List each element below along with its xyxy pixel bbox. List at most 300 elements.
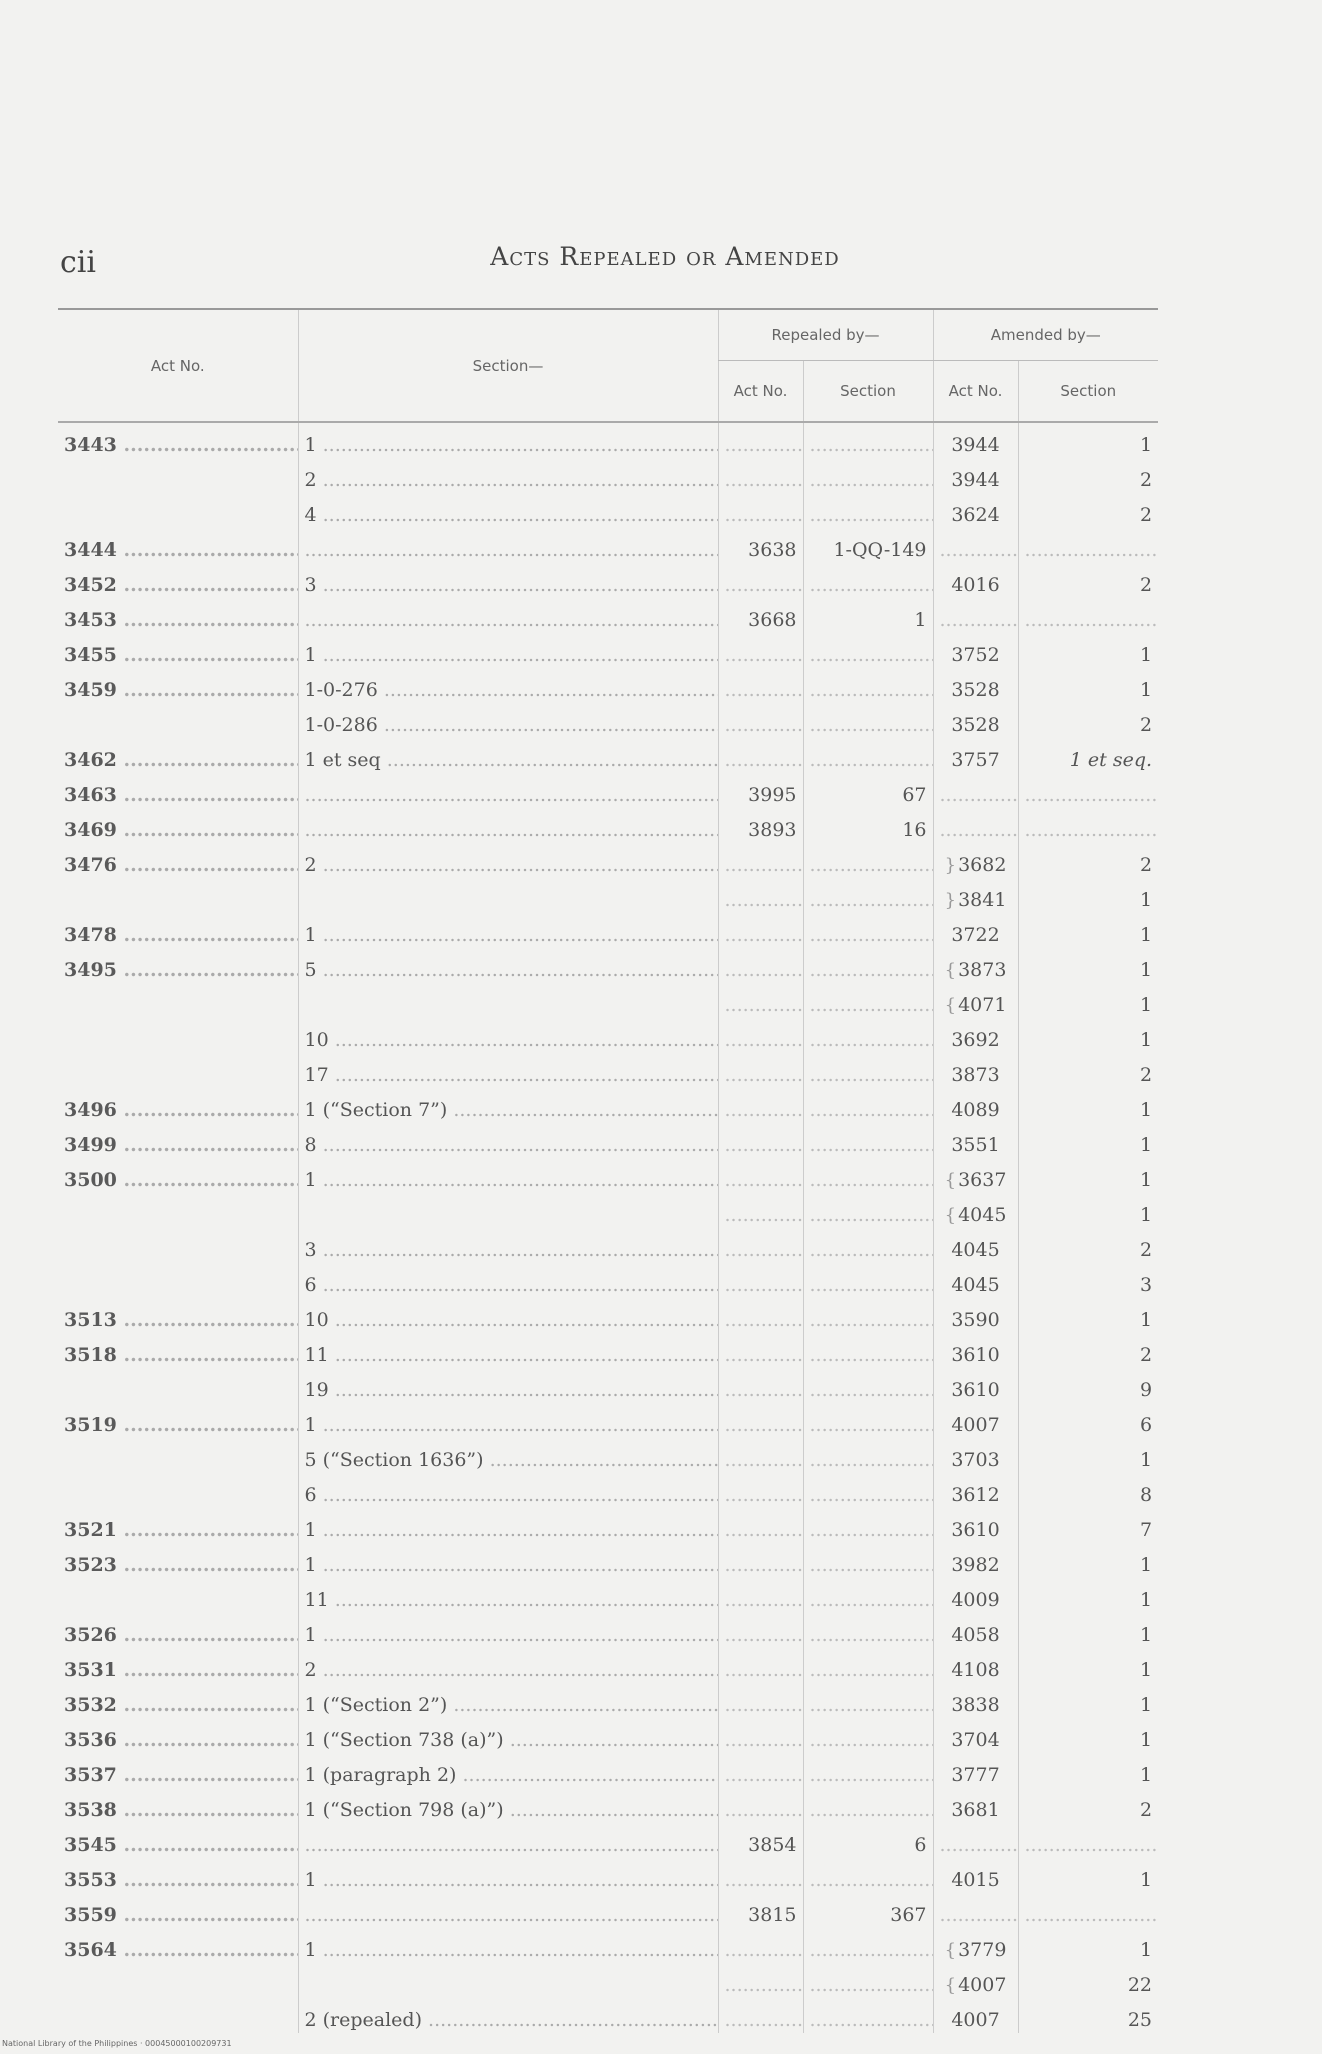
repealed-act-no xyxy=(718,458,803,493)
section-cell: 3 ..... xyxy=(298,1228,718,1263)
act-number: 3518 ..... xyxy=(58,1333,298,1368)
repealed-section: 67 xyxy=(803,773,933,808)
repealed-act-no xyxy=(718,1683,803,1718)
repealed-section: 1-QQ-149 xyxy=(803,528,933,563)
repealed-section xyxy=(803,1543,933,1578)
header-repealed-act-no: Act No. xyxy=(718,361,803,423)
act-number: 3453 ..... xyxy=(58,598,298,633)
amended-section: 7 xyxy=(1018,1508,1158,1543)
amended-act-no xyxy=(933,1718,1018,1753)
section-cell: 1-0-286 ..... xyxy=(298,703,718,738)
amended-act-no xyxy=(933,773,1018,808)
repealed-act-no xyxy=(718,738,803,773)
repealed-act-no xyxy=(718,1193,803,1228)
section-cell: 17 ..... xyxy=(298,1053,718,1088)
repealed-section: 6 xyxy=(803,1823,933,1858)
act-number: 3519 ..... xyxy=(58,1403,298,1438)
act-number xyxy=(58,1228,298,1263)
repealed-act-no xyxy=(718,563,803,598)
amended-act-no xyxy=(933,1263,1018,1298)
act-number: 3455 ..... xyxy=(58,633,298,668)
act-number: 3443 ..... xyxy=(58,422,298,458)
table-row xyxy=(58,738,1158,773)
act-number xyxy=(58,1998,298,2033)
amended-section: 1 xyxy=(1018,1718,1158,1753)
amended-act-value: 4045 xyxy=(958,1204,1007,1226)
amended-act-no xyxy=(933,633,1018,668)
act-number: 3536 ..... xyxy=(58,1718,298,1753)
amended-act-value: 4007 xyxy=(958,1974,1007,1996)
act-number xyxy=(58,983,298,1018)
amended-act-no xyxy=(933,1648,1018,1683)
section-cell: 1 (“Section 2”) ..... xyxy=(298,1683,718,1718)
amended-act-no xyxy=(933,948,1018,983)
section-cell xyxy=(298,1963,718,1998)
amended-act-no xyxy=(933,1403,1018,1438)
amended-act-value: 3752 xyxy=(951,644,1000,666)
repealed-act-no xyxy=(718,422,803,458)
table-row xyxy=(58,493,1158,528)
repealed-section xyxy=(803,493,933,528)
act-number xyxy=(58,1193,298,1228)
repealed-section xyxy=(803,843,933,878)
section-cell: 1 ..... xyxy=(298,1928,718,1963)
amended-section: 1 xyxy=(1018,1088,1158,1123)
amended-section: 2 xyxy=(1018,1788,1158,1823)
repealed-act-no xyxy=(718,1298,803,1333)
repealed-act-no xyxy=(718,1648,803,1683)
amended-act-value: 4009 xyxy=(951,1589,1000,1611)
section-cell xyxy=(298,1823,718,1858)
repealed-section xyxy=(803,1298,933,1333)
section-cell: 2 ..... xyxy=(298,843,718,878)
section-cell: 11 ..... xyxy=(298,1578,718,1613)
amended-act-no xyxy=(933,1753,1018,1788)
act-number: 3499 ..... xyxy=(58,1123,298,1158)
section-cell: 2 ..... xyxy=(298,458,718,493)
repealed-section xyxy=(803,1648,933,1683)
section-cell: 1 ..... xyxy=(298,1158,718,1193)
section-cell: 6 ..... xyxy=(298,1263,718,1298)
amended-act-value: 3610 xyxy=(951,1379,1000,1401)
repealed-act-no xyxy=(718,1613,803,1648)
act-number xyxy=(58,703,298,738)
act-number: 3559 ..... xyxy=(58,1893,298,1928)
repealed-section xyxy=(803,983,933,1018)
repealed-section xyxy=(803,1858,933,1893)
repealed-section xyxy=(803,1158,933,1193)
amended-act-value: 4045 xyxy=(951,1274,1000,1296)
table-row xyxy=(58,1403,1158,1438)
amended-section: 2 xyxy=(1018,1333,1158,1368)
amended-act-value: 3841 xyxy=(958,889,1007,911)
amended-section: 1 xyxy=(1018,913,1158,948)
amended-section xyxy=(1018,1823,1158,1858)
table-row xyxy=(58,422,1158,458)
table-row xyxy=(58,668,1158,703)
amended-act-value: 3944 xyxy=(951,434,1000,456)
amended-section: 2 xyxy=(1018,703,1158,738)
act-number: 3444 ..... xyxy=(58,528,298,563)
amended-section: 1 xyxy=(1018,1543,1158,1578)
section-cell: 1 ..... xyxy=(298,1613,718,1648)
brace-mark: { xyxy=(944,995,957,1016)
table-row xyxy=(58,633,1158,668)
amended-act-no xyxy=(933,1963,1018,1998)
amended-act-value: 4007 xyxy=(951,1414,1000,1436)
act-number: 3553 ..... xyxy=(58,1858,298,1893)
amended-section xyxy=(1018,528,1158,563)
brace-mark: } xyxy=(944,890,957,911)
amended-act-no xyxy=(933,1823,1018,1858)
act-number: 3452 ..... xyxy=(58,563,298,598)
section-cell: 1-0-276 ..... xyxy=(298,668,718,703)
table-row xyxy=(58,1858,1158,1893)
section-cell xyxy=(298,1893,718,1928)
amended-act-no xyxy=(933,1998,1018,2033)
repealed-act-no xyxy=(718,1928,803,1963)
amended-act-value: 3703 xyxy=(951,1449,1000,1471)
repealed-section xyxy=(803,1193,933,1228)
amended-act-no xyxy=(933,1298,1018,1333)
amended-section: 2 xyxy=(1018,843,1158,878)
footer-credit: National Library of the Philippines · 00045000100209731 xyxy=(2,2039,232,2048)
amended-act-no xyxy=(933,1053,1018,1088)
amended-act-no xyxy=(933,1578,1018,1613)
repealed-section xyxy=(803,422,933,458)
amended-act-value: 3944 xyxy=(951,469,1000,491)
acts-table-container xyxy=(58,308,1158,2033)
table-row xyxy=(58,1823,1158,1858)
table-row xyxy=(58,1228,1158,1263)
amended-act-no xyxy=(933,1193,1018,1228)
section-cell: 8 ..... xyxy=(298,1123,718,1158)
amended-section: 2 xyxy=(1018,458,1158,493)
repealed-act-no xyxy=(718,878,803,913)
amended-act-value: 3682 xyxy=(958,854,1007,876)
act-number xyxy=(58,1473,298,1508)
amended-act-value: 3637 xyxy=(958,1169,1007,1191)
table-row xyxy=(58,1123,1158,1158)
act-number: 3495 ..... xyxy=(58,948,298,983)
section-cell: 1 ..... xyxy=(298,1858,718,1893)
amended-act-no xyxy=(933,983,1018,1018)
amended-section: 1 xyxy=(1018,1648,1158,1683)
repealed-act-no: 3995 xyxy=(718,773,803,808)
table-row xyxy=(58,703,1158,738)
repealed-act-no: 3854 xyxy=(718,1823,803,1858)
amended-act-no xyxy=(933,913,1018,948)
repealed-act-no xyxy=(718,1368,803,1403)
amended-section xyxy=(1018,808,1158,843)
act-number: 3526 ..... xyxy=(58,1613,298,1648)
repealed-act-no xyxy=(718,1438,803,1473)
amended-section: 22 xyxy=(1018,1963,1158,1998)
repealed-section xyxy=(803,1473,933,1508)
header-repealed-by: Repealed by— xyxy=(718,309,933,361)
repealed-act-no: 3668 xyxy=(718,598,803,633)
table-row xyxy=(58,878,1158,913)
table-row xyxy=(58,1578,1158,1613)
section-cell: 1 ..... xyxy=(298,1508,718,1543)
amended-act-no xyxy=(933,1088,1018,1123)
section-cell: 1 (“Section 7”) ..... xyxy=(298,1088,718,1123)
repealed-section xyxy=(803,1998,933,2033)
table-row xyxy=(58,1683,1158,1718)
repealed-section xyxy=(803,1718,933,1753)
amended-act-no xyxy=(933,1683,1018,1718)
table-row xyxy=(58,1753,1158,1788)
table-row xyxy=(58,1193,1158,1228)
section-cell: 1 (“Section 738 (a)”) ..... xyxy=(298,1718,718,1753)
table-row xyxy=(58,598,1158,633)
repealed-act-no xyxy=(718,983,803,1018)
act-number xyxy=(58,493,298,528)
act-number: 3531 ..... xyxy=(58,1648,298,1683)
amended-act-value: 3681 xyxy=(951,1799,1000,1821)
amended-act-value: 3610 xyxy=(951,1519,1000,1541)
table-row xyxy=(58,1473,1158,1508)
amended-section: 8 xyxy=(1018,1473,1158,1508)
repealed-act-no xyxy=(718,1473,803,1508)
section-cell: 11 ..... xyxy=(298,1333,718,1368)
brace-mark: { xyxy=(944,1205,957,1226)
repealed-section xyxy=(803,1123,933,1158)
repealed-act-no: 3815 xyxy=(718,1893,803,1928)
page-number: cii xyxy=(60,245,96,280)
amended-act-no xyxy=(933,1228,1018,1263)
act-number: 3538 ..... xyxy=(58,1788,298,1823)
repealed-section xyxy=(803,1088,933,1123)
section-cell xyxy=(298,808,718,843)
amended-section: 2 xyxy=(1018,563,1158,598)
amended-section: 1 xyxy=(1018,878,1158,913)
act-number: 3523 ..... xyxy=(58,1543,298,1578)
repealed-section xyxy=(803,633,933,668)
repealed-act-no xyxy=(718,1228,803,1263)
section-cell: 1 ..... xyxy=(298,913,718,948)
amended-act-value: 4058 xyxy=(951,1624,1000,1646)
section-cell: 1 ..... xyxy=(298,1543,718,1578)
amended-section: 1 xyxy=(1018,1438,1158,1473)
repealed-act-no xyxy=(718,1543,803,1578)
repealed-section xyxy=(803,1753,933,1788)
amended-section: 1 xyxy=(1018,1578,1158,1613)
repealed-section: 16 xyxy=(803,808,933,843)
section-cell: 1 et seq ..... xyxy=(298,738,718,773)
section-cell: 1 ..... xyxy=(298,422,718,458)
repealed-act-no xyxy=(718,633,803,668)
section-cell: 5 (“Section 1636”) ..... xyxy=(298,1438,718,1473)
amended-act-value: 3610 xyxy=(951,1344,1000,1366)
repealed-act-no xyxy=(718,1858,803,1893)
repealed-section xyxy=(803,1438,933,1473)
amended-act-no xyxy=(933,843,1018,878)
section-cell xyxy=(298,528,718,563)
repealed-act-no xyxy=(718,1018,803,1053)
amended-act-no xyxy=(933,738,1018,773)
amended-section: 1 xyxy=(1018,633,1158,668)
section-cell: 10 ..... xyxy=(298,1018,718,1053)
amended-act-no xyxy=(933,668,1018,703)
header-amended-section: Section xyxy=(1018,361,1158,423)
repealed-act-no xyxy=(718,1088,803,1123)
repealed-act-no xyxy=(718,1158,803,1193)
table-row xyxy=(58,1928,1158,1963)
amended-section: 1 xyxy=(1018,1613,1158,1648)
amended-section: 9 xyxy=(1018,1368,1158,1403)
repealed-section xyxy=(803,1683,933,1718)
header-section: Section— xyxy=(298,309,718,422)
amended-act-value: 4089 xyxy=(951,1099,1000,1121)
amended-act-value: 3528 xyxy=(951,679,1000,701)
section-cell: 1 ..... xyxy=(298,633,718,668)
table-row xyxy=(58,1158,1158,1193)
repealed-act-no xyxy=(718,1263,803,1298)
header-amended-act-no: Act No. xyxy=(933,361,1018,423)
amended-section: 1 xyxy=(1018,948,1158,983)
repealed-section xyxy=(803,1368,933,1403)
act-number: 3500 ..... xyxy=(58,1158,298,1193)
brace-mark: } xyxy=(944,855,957,876)
act-number: 3469 ..... xyxy=(58,808,298,843)
section-cell: 1 (“Section 798 (a)”) ..... xyxy=(298,1788,718,1823)
amended-section xyxy=(1018,598,1158,633)
section-cell: 5 ..... xyxy=(298,948,718,983)
amended-section: 1 xyxy=(1018,1753,1158,1788)
amended-act-value: 4016 xyxy=(951,574,1000,596)
repealed-section xyxy=(803,1613,933,1648)
brace-mark: { xyxy=(944,960,957,981)
amended-section xyxy=(1018,773,1158,808)
act-number xyxy=(58,1368,298,1403)
table-row xyxy=(58,1543,1158,1578)
repealed-section xyxy=(803,1333,933,1368)
amended-section: 3 xyxy=(1018,1263,1158,1298)
table-row xyxy=(58,948,1158,983)
amended-act-no xyxy=(933,703,1018,738)
amended-act-no xyxy=(933,1508,1018,1543)
act-number: 3532 ..... xyxy=(58,1683,298,1718)
amended-section: 6 xyxy=(1018,1403,1158,1438)
amended-section: 1 et seq. xyxy=(1018,738,1158,773)
amended-section: 1 xyxy=(1018,1193,1158,1228)
amended-section: 1 xyxy=(1018,1123,1158,1158)
amended-section: 1 xyxy=(1018,1928,1158,1963)
act-number: 3545 ..... xyxy=(58,1823,298,1858)
amended-act-value: 3873 xyxy=(958,959,1007,981)
repealed-act-no xyxy=(718,1403,803,1438)
act-number xyxy=(58,1963,298,1998)
repealed-act-no xyxy=(718,1788,803,1823)
repealed-section xyxy=(803,1018,933,1053)
amended-act-no xyxy=(933,808,1018,843)
amended-act-no xyxy=(933,563,1018,598)
repealed-section xyxy=(803,913,933,948)
amended-act-no xyxy=(933,1473,1018,1508)
repealed-section xyxy=(803,1928,933,1963)
table-row xyxy=(58,1298,1158,1333)
amended-act-value: 3982 xyxy=(951,1554,1000,1576)
repealed-section xyxy=(803,1263,933,1298)
table-row xyxy=(58,458,1158,493)
amended-section: 2 xyxy=(1018,1053,1158,1088)
amended-section: 2 xyxy=(1018,1228,1158,1263)
amended-act-no xyxy=(933,458,1018,493)
table-row xyxy=(58,1648,1158,1683)
table-row xyxy=(58,1053,1158,1088)
repealed-act-no xyxy=(718,1333,803,1368)
section-cell: 2 ..... xyxy=(298,1648,718,1683)
act-number: 3564 ..... xyxy=(58,1928,298,1963)
amended-section: 1 xyxy=(1018,1298,1158,1333)
amended-act-no xyxy=(933,1613,1018,1648)
repealed-act-no xyxy=(718,1123,803,1158)
repealed-section: 367 xyxy=(803,1893,933,1928)
section-cell: 3 ..... xyxy=(298,563,718,598)
act-number: 3476 ..... xyxy=(58,843,298,878)
amended-act-no xyxy=(933,1858,1018,1893)
section-cell: 10 ..... xyxy=(298,1298,718,1333)
amended-act-no xyxy=(933,1123,1018,1158)
repealed-section xyxy=(803,1508,933,1543)
amended-act-value: 3873 xyxy=(951,1064,1000,1086)
repealed-section: 1 xyxy=(803,598,933,633)
repealed-section xyxy=(803,1578,933,1613)
amended-act-value: 3757 xyxy=(951,749,1000,771)
act-number: 3463 ..... xyxy=(58,773,298,808)
section-cell: 1 (paragraph 2) ..... xyxy=(298,1753,718,1788)
amended-act-value: 3612 xyxy=(951,1484,1000,1506)
repealed-section xyxy=(803,948,933,983)
act-number xyxy=(58,878,298,913)
table-row xyxy=(58,983,1158,1018)
act-number xyxy=(58,1053,298,1088)
repealed-act-no xyxy=(718,1753,803,1788)
amended-act-value: 3722 xyxy=(951,924,1000,946)
amended-act-no xyxy=(933,1438,1018,1473)
repealed-section xyxy=(803,1228,933,1263)
amended-act-no xyxy=(933,493,1018,528)
repealed-act-no xyxy=(718,493,803,528)
amended-section xyxy=(1018,1893,1158,1928)
table-row xyxy=(58,1718,1158,1753)
amended-act-no xyxy=(933,1333,1018,1368)
amended-act-no xyxy=(933,1158,1018,1193)
section-cell: 2 (repealed) ..... xyxy=(298,1998,718,2033)
brace-mark: { xyxy=(944,1975,957,1996)
table-row xyxy=(58,1333,1158,1368)
amended-act-value: 3838 xyxy=(951,1694,1000,1716)
amended-section: 1 xyxy=(1018,1858,1158,1893)
section-cell xyxy=(298,773,718,808)
amended-act-value: 4071 xyxy=(958,994,1007,1016)
section-cell xyxy=(298,878,718,913)
repealed-section xyxy=(803,878,933,913)
table-row xyxy=(58,1438,1158,1473)
act-number: 3513 ..... xyxy=(58,1298,298,1333)
section-cell: 1 ..... xyxy=(298,1403,718,1438)
act-number: 3537 ..... xyxy=(58,1753,298,1788)
amended-section: 1 xyxy=(1018,983,1158,1018)
acts-table xyxy=(58,308,1158,2033)
header-act-no: Act No. xyxy=(58,309,298,422)
table-row xyxy=(58,913,1158,948)
repealed-act-no xyxy=(718,1963,803,1998)
running-head: Acts Repealed or Amended xyxy=(490,242,840,271)
repealed-act-no: 3638 xyxy=(718,528,803,563)
amended-act-value: 3528 xyxy=(951,714,1000,736)
